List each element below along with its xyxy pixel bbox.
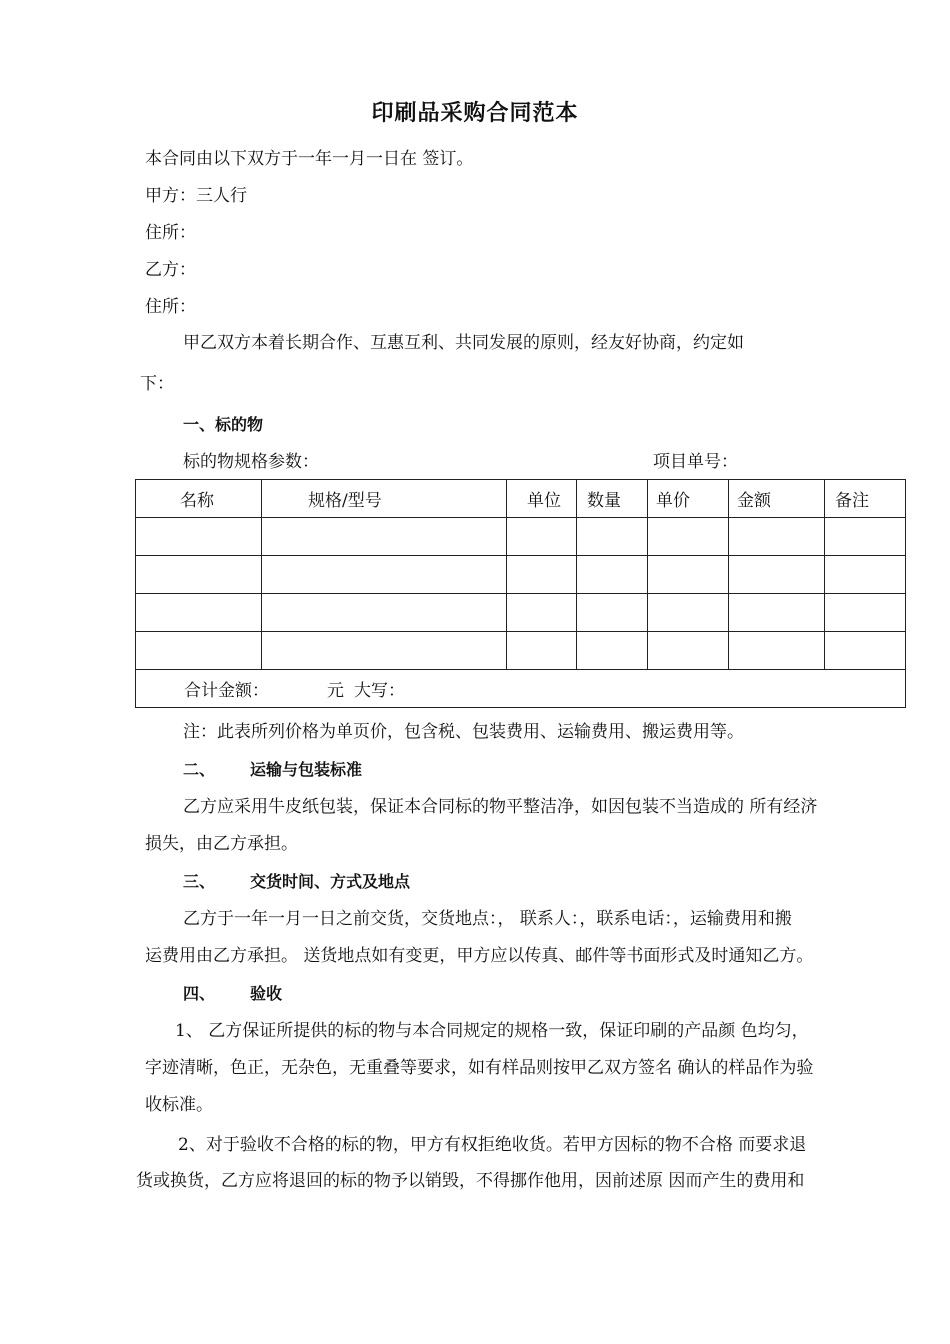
table-cell <box>262 632 507 670</box>
table-cell <box>577 632 648 670</box>
clause-1-line-1: 1、 乙方保证所提供的标的物与本合同规定的规格一致，保证印刷的产品颜 色均匀， <box>175 1021 809 1041</box>
table-cell <box>648 632 729 670</box>
spec-label: 标的物规格参数： <box>183 452 319 472</box>
intro-line: 本合同由以下双方于一年一月一日在 签订。 <box>145 149 474 169</box>
table-cell <box>577 518 648 556</box>
table-row <box>136 556 906 594</box>
document-title: 印刷品采购合同范本 <box>371 101 579 126</box>
table-cell <box>648 518 729 556</box>
clause-2-line-1: 2、对于验收不合格的标的物，甲方有权拒绝收货。若甲方因标的物不合格 而要求退 <box>178 1135 807 1155</box>
section-2-body-line-1: 乙方应采用牛皮纸包装，保证本合同标的物平整洁净，如因包装不当造成的 所有经济 <box>183 797 818 817</box>
table-cell <box>136 556 262 594</box>
table-row <box>136 518 906 556</box>
table-cell <box>648 556 729 594</box>
section-3-body-line-2: 运费用由乙方承担。 送货地点如有变更，甲方应以传真、邮件等书面形式及时通知乙方。 <box>145 946 814 966</box>
clause-1-line-2: 字迹清晰，色正，无杂色，无重叠等要求，如有样品则按甲乙双方签名 确认的样品作为验 <box>145 1058 814 1078</box>
section-2-body-line-2: 损失，由乙方承担。 <box>145 834 298 854</box>
preamble-line-1: 甲乙双方本着长期合作、互惠互利、共同发展的原则，经友好协商，约定如 <box>183 333 744 353</box>
table-total-row <box>136 670 906 708</box>
clause-1-line-3: 收标准。 <box>145 1095 213 1115</box>
table-cell <box>262 556 507 594</box>
column-header-spec: 规格/型号 <box>262 480 507 518</box>
party-a-address: 住所： <box>145 223 196 243</box>
table-cell <box>262 594 507 632</box>
total-cell <box>136 670 906 708</box>
table-cell <box>507 518 577 556</box>
preamble-line-2: 下： <box>140 374 174 394</box>
section-2-number: 二、 <box>183 760 216 779</box>
party-b-address: 住所： <box>145 297 196 317</box>
column-header-name: 名称 <box>136 480 262 518</box>
section-3-body-line-1: 乙方于一年一月一日之前交货，交货地点：， 联系人：，联系电话：，运输费用和搬 <box>183 909 792 929</box>
section-4-heading: 验收 <box>250 984 283 1003</box>
section-4-number: 四、 <box>183 984 216 1003</box>
table-cell <box>825 518 906 556</box>
section-3-number: 三、 <box>183 872 216 891</box>
table-cell <box>729 632 825 670</box>
table-cell <box>262 518 507 556</box>
total-capital-label: 大写： <box>354 681 405 701</box>
column-header-unit-price: 单价 <box>648 480 729 518</box>
table-cell <box>136 632 262 670</box>
table-cell <box>825 556 906 594</box>
section-1-heading: 一、标的物 <box>183 415 264 434</box>
total-unit: 元 <box>327 681 344 701</box>
table-cell <box>507 632 577 670</box>
clause-2-line-2: 货或换货，乙方应将退回的标的物予以销毁，不得挪作他用，因前述原 因而产生的费用和 <box>136 1171 805 1191</box>
section-3-heading: 交货时间、方式及地点 <box>250 872 411 891</box>
column-header-quantity: 数量 <box>577 480 648 518</box>
table-cell <box>729 518 825 556</box>
column-header-unit: 单位 <box>507 480 577 518</box>
table-cell <box>825 594 906 632</box>
table-note: 注：此表所列价格为单页价，包含税、包装费用、运输费用、搬运费用等。 <box>183 722 744 742</box>
table-cell <box>507 556 577 594</box>
table-cell <box>136 594 262 632</box>
column-header-remarks: 备注 <box>825 480 906 518</box>
total-amount-label: 合计金额： <box>184 681 269 701</box>
project-number-label: 项目单号： <box>653 452 738 472</box>
table-row <box>136 632 906 670</box>
table-cell <box>136 518 262 556</box>
table-cell <box>648 594 729 632</box>
section-2-heading: 运输与包装标准 <box>250 760 363 779</box>
table-cell <box>729 556 825 594</box>
table-cell <box>729 594 825 632</box>
party-a: 甲方：三人行 <box>145 186 247 206</box>
table-cell <box>577 594 648 632</box>
items-table <box>135 479 906 708</box>
column-header-amount: 金额 <box>729 480 825 518</box>
table-cell <box>577 556 648 594</box>
table-header-row <box>136 480 906 518</box>
table-row <box>136 594 906 632</box>
table-cell <box>825 632 906 670</box>
party-b: 乙方： <box>145 260 196 280</box>
table-cell <box>507 594 577 632</box>
